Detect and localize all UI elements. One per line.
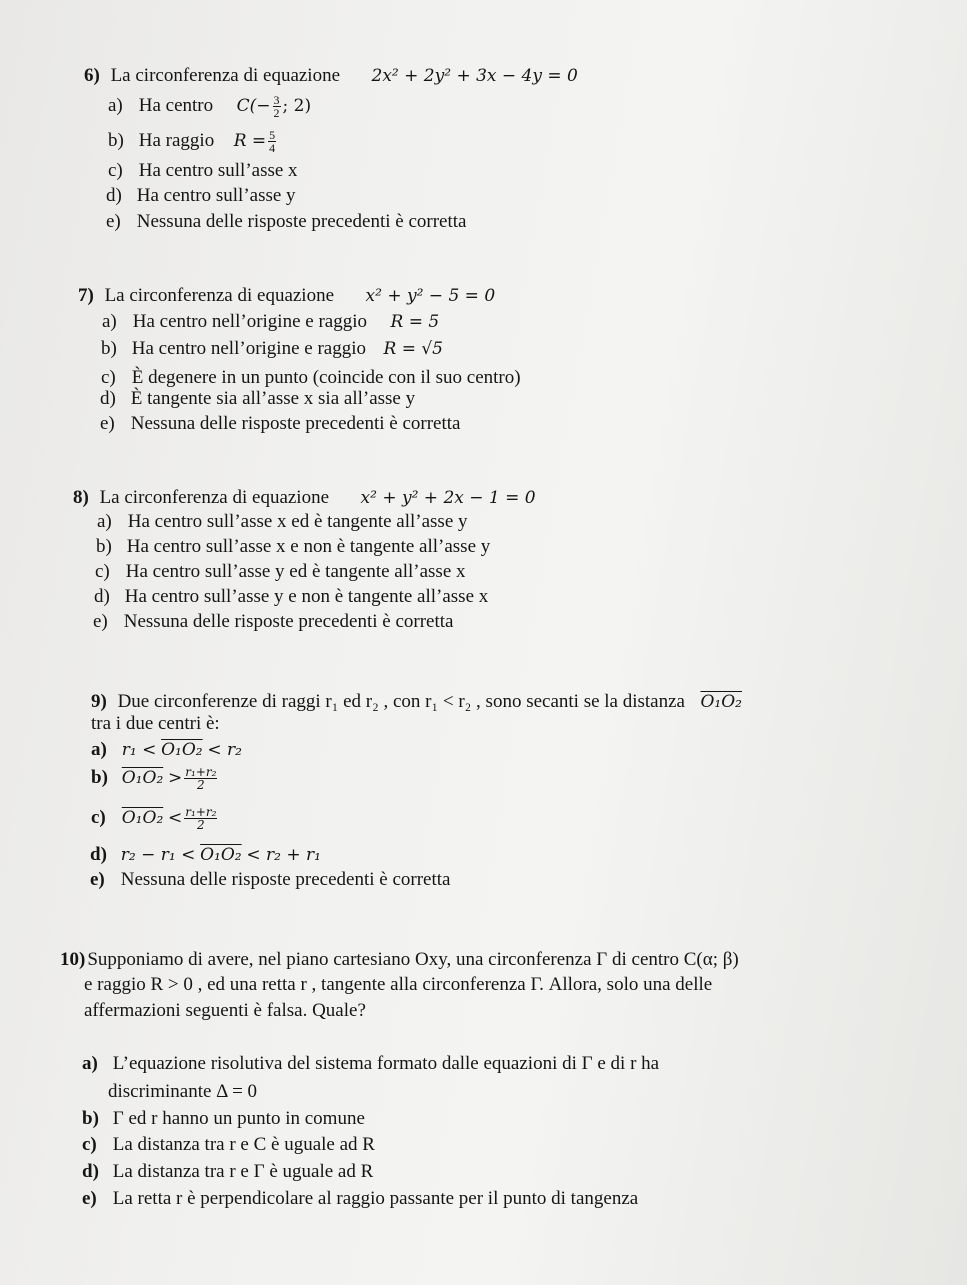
option-8a[interactable]: a) Ha centro sull’asse x ed è tangente all’asse y bbox=[97, 511, 468, 532]
fraction: $\frac{5}{4}$ bbox=[269, 128, 276, 156]
option-8e[interactable]: e) Nessuna delle risposte precedenti è corretta bbox=[93, 611, 454, 632]
option-10a[interactable]: a) L’equazione risolutiva del sistema formato dalle equazioni di Γ e di r ha bbox=[82, 1053, 660, 1074]
question-text: La circonferenza di equazione bbox=[99, 487, 330, 508]
option-6c[interactable]: c) Ha centro sull’asse x bbox=[108, 160, 298, 181]
question-text: La circonferenza di equazione bbox=[104, 285, 335, 306]
question-number: 8) bbox=[73, 487, 89, 508]
question-10 bbox=[60, 947, 930, 972]
question-9-line2: tra i due centri è: bbox=[91, 713, 220, 734]
fraction: $\frac{\text{r₁+r₂}}{2}$ bbox=[185, 805, 217, 833]
option-10e[interactable]: e) La retta r è perpendicolare al raggio passante per il punto di tangenza bbox=[82, 1188, 639, 1209]
option-7c[interactable]: c) È degenere in un punto (coincide con il suo centro) bbox=[101, 367, 521, 388]
option-7e[interactable]: e) Nessuna delle risposte precedenti è corretta bbox=[100, 413, 461, 434]
fraction: $\frac{3}{2}$ bbox=[273, 93, 280, 121]
option-6a[interactable]: a) Ha centro C(− $\frac{3}{2}$ ; 2) bbox=[108, 93, 312, 121]
option-8c[interactable]: c) Ha centro sull’asse y ed è tangente all’asse x bbox=[95, 561, 466, 582]
question-number: 6) bbox=[84, 65, 100, 86]
option-8b[interactable]: b) Ha centro sull’asse x e non è tangente all’asse y bbox=[96, 536, 491, 557]
option-9a[interactable]: a) r₁ < O₁O₂ < r₂ bbox=[91, 739, 242, 760]
option-9d[interactable]: d) r₂ − r₁ < O₁O₂ < r₂ + r₁ bbox=[90, 844, 321, 865]
question-text: La circonferenza di equazione bbox=[110, 65, 341, 86]
option-6b[interactable]: b) Ha raggio R = $\frac{5}{4}$ bbox=[108, 128, 276, 156]
question-text: Due circonferenze di raggi r₁ ed r₂ , con r₁ < r₂ , sono secanti se la distanza bbox=[117, 691, 685, 712]
question-6 bbox=[84, 63, 578, 89]
option-10d[interactable]: d) La distanza tra r e Γ è uguale ad R bbox=[82, 1161, 374, 1182]
question-number: 9) bbox=[91, 691, 107, 712]
option-6d[interactable]: d) Ha centro sull’asse y bbox=[106, 185, 296, 206]
option-10b[interactable]: b) Γ ed r hanno un punto in comune bbox=[82, 1108, 365, 1129]
option-9b[interactable]: b) O₁O₂ > $\frac{\text{r₁+r₂}}{2}$ bbox=[91, 765, 217, 793]
option-9c[interactable]: c) O₁O₂ < $\frac{\text{r₁+r₂}}{2}$ bbox=[91, 805, 217, 833]
option-6e[interactable]: e) Nessuna delle risposte precedenti è corretta bbox=[106, 211, 467, 232]
option-9e[interactable]: e) Nessuna delle risposte precedenti è corretta bbox=[90, 869, 451, 890]
option-7a[interactable]: a) Ha centro nell’origine e raggio R = 5 bbox=[102, 311, 440, 332]
question-8 bbox=[73, 485, 536, 511]
question-10-line3: affermazioni seguenti è falsa. Quale? bbox=[84, 1000, 366, 1021]
option-10a-line2: discriminante Δ = 0 bbox=[108, 1081, 258, 1102]
equation: 2x² + 2y² + 3x − 4y = 0 bbox=[371, 66, 578, 86]
option-10c[interactable]: c) La distanza tra r e C è uguale ad R bbox=[82, 1134, 375, 1155]
fraction: $\frac{\text{r₁+r₂}}{2}$ bbox=[185, 765, 217, 793]
question-number: 7) bbox=[78, 285, 94, 306]
distance-symbol: O₁O₂ bbox=[700, 692, 742, 712]
option-7b[interactable]: b) Ha centro nell’origine e raggio R = √5 bbox=[101, 338, 443, 359]
question-10-line2: e raggio R > 0 , ed una retta r , tangente alla circonferenza Γ. Allora, solo una delle bbox=[84, 974, 713, 995]
equation: x² + y² + 2x − 1 = 0 bbox=[360, 488, 536, 508]
question-number: 10) bbox=[60, 949, 86, 970]
option-7d[interactable]: d) È tangente sia all’asse x sia all’asse y bbox=[100, 388, 416, 409]
option-8d[interactable]: d) Ha centro sull’asse y e non è tangente all’asse x bbox=[94, 586, 489, 607]
question-7 bbox=[78, 283, 495, 309]
equation: x² + y² − 5 = 0 bbox=[365, 286, 496, 306]
question-text: Supponiamo di avere, nel piano cartesiano Oxy, una circonferenza Γ di centro C(α; β) bbox=[87, 949, 739, 970]
